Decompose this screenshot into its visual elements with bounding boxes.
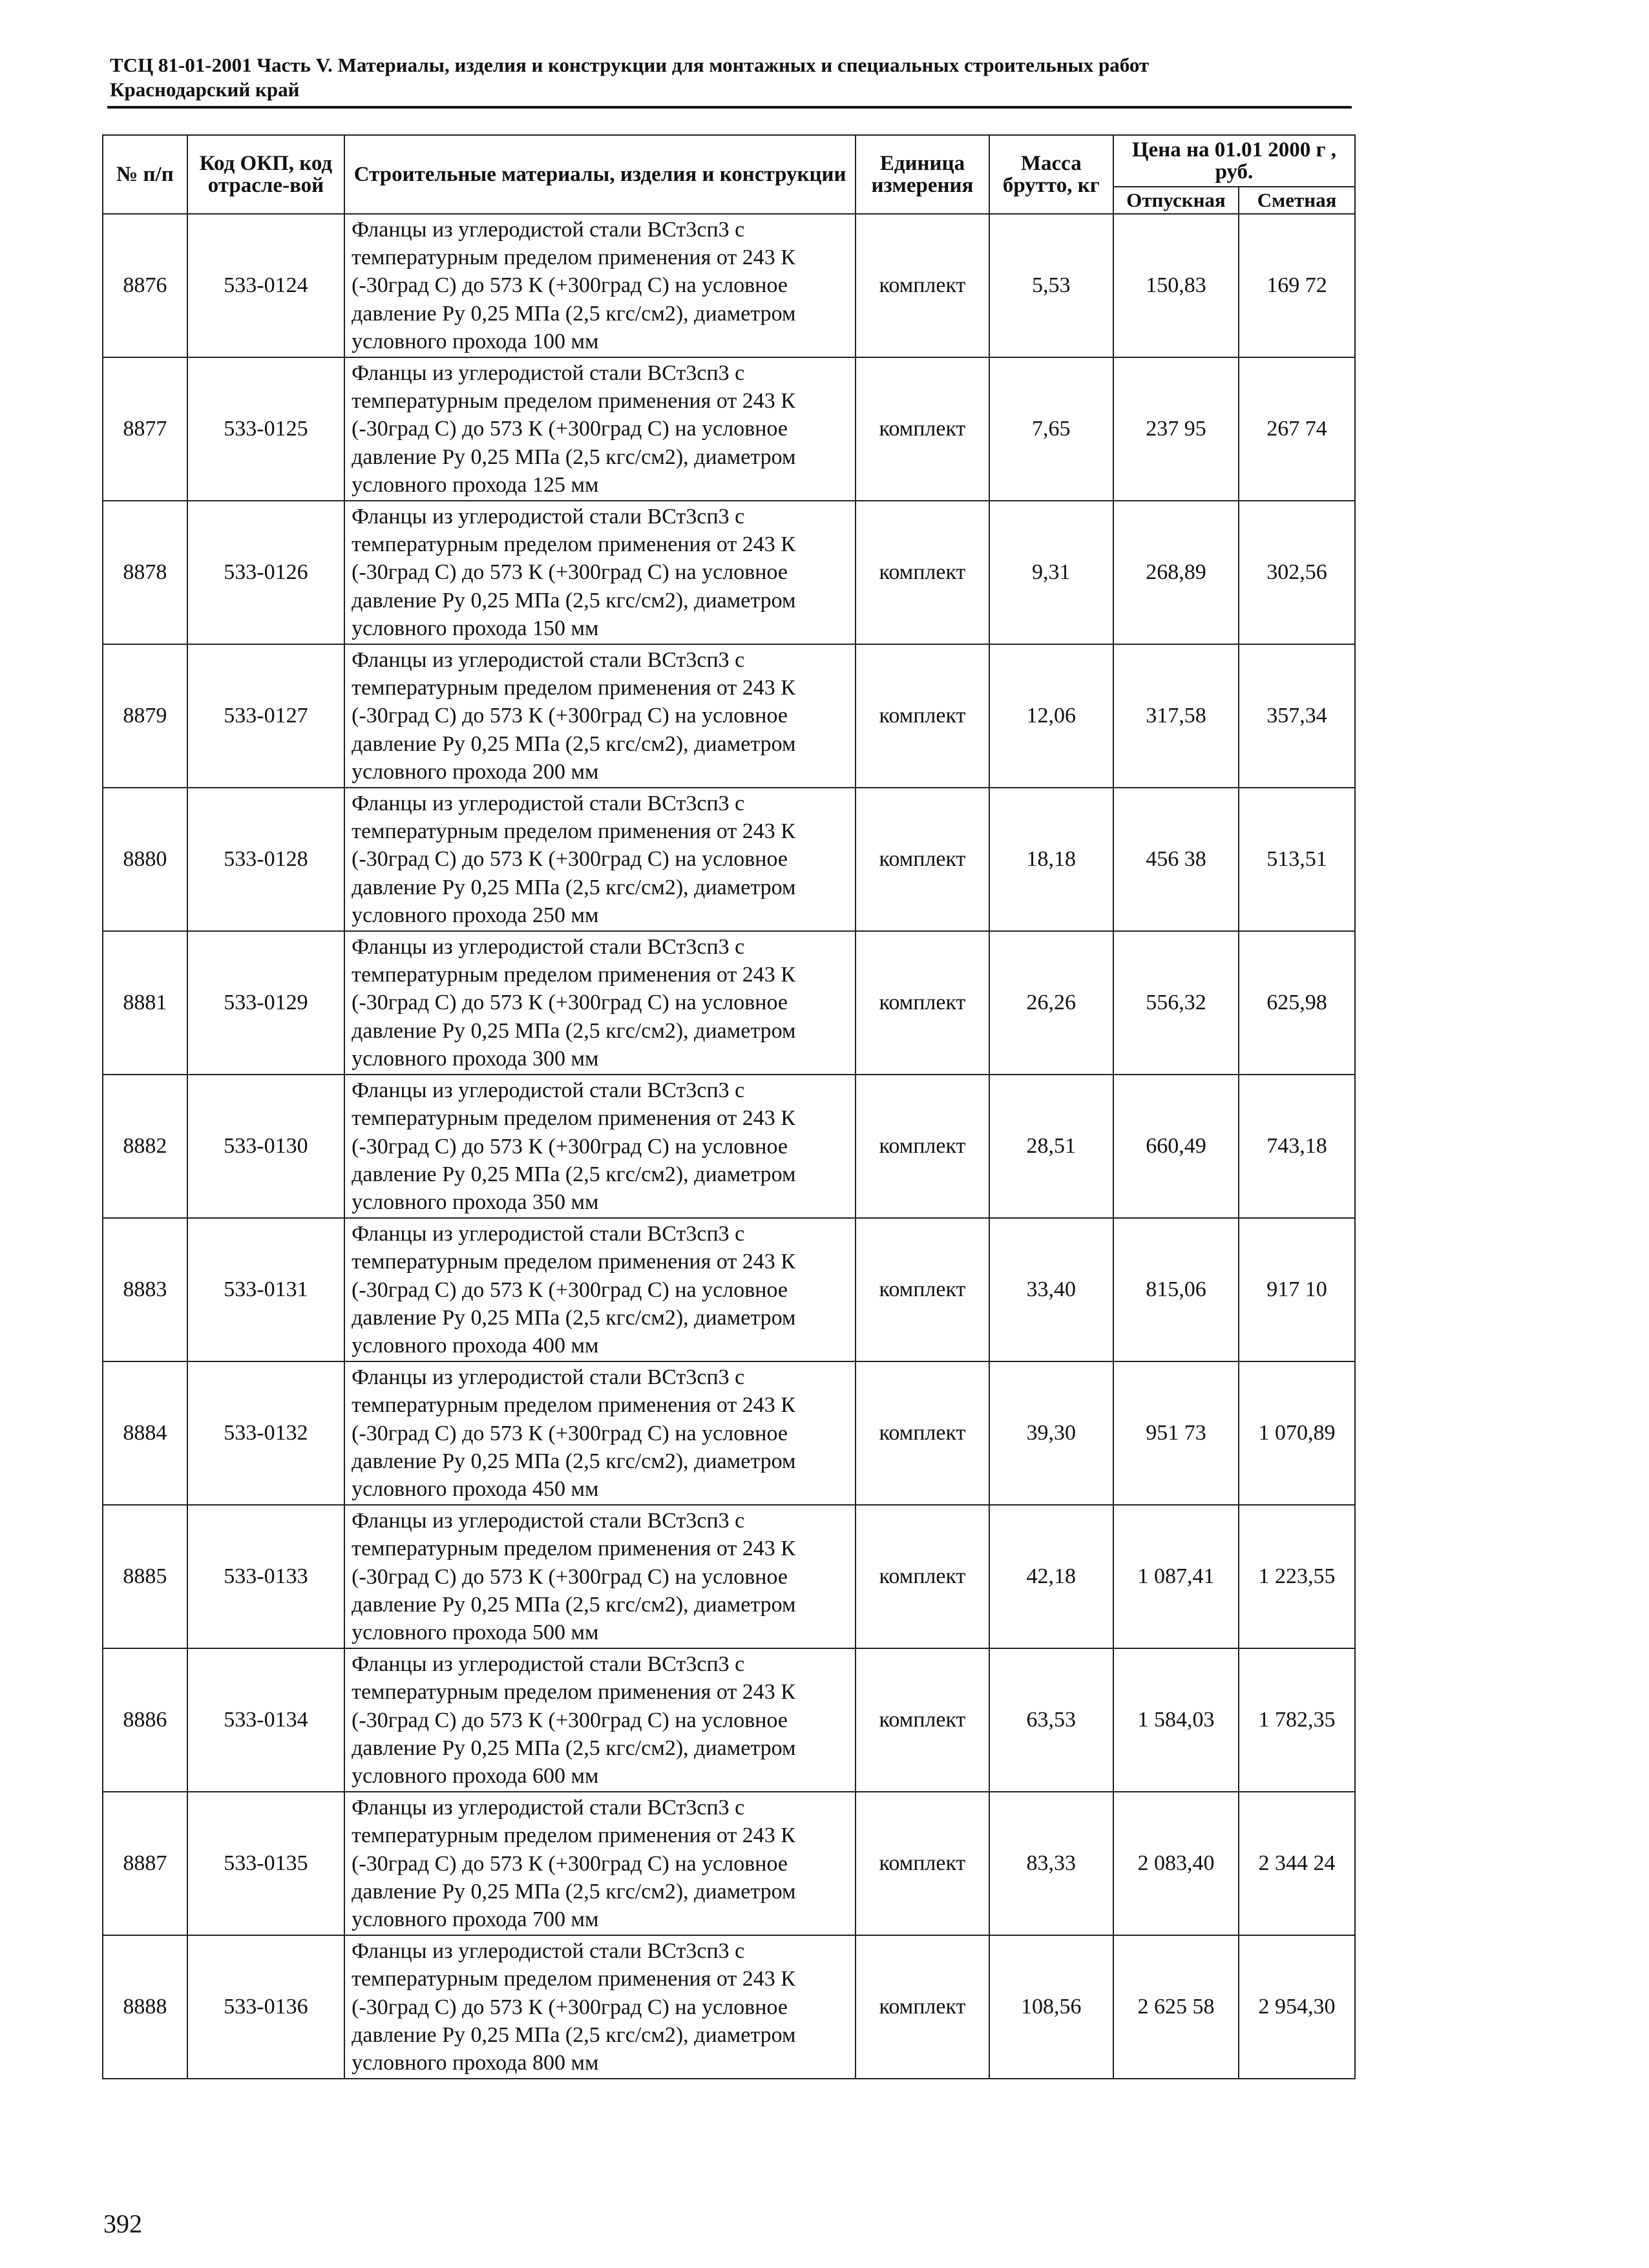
cell-description: Фланцы из углеродистой стали ВСт3сп3 с температурным пределом применения от 243 К (-30град С) до 573 К (+300град С) на условное давление Ру 0,25 МПа (2,5 кгс/см2), диаметром условного прохода 350 мм [344, 1075, 856, 1218]
cell-price-estimate: 513,51 [1239, 788, 1355, 931]
col-header-price: Цена на 01.01 2000 г , руб. [1113, 135, 1355, 187]
cell-mass: 9,31 [989, 501, 1113, 644]
cell-num: 8884 [103, 1361, 187, 1505]
cell-description: Фланцы из углеродистой стали ВСт3сп3 с температурным пределом применения от 243 К (-30град С) до 573 К (+300град С) на условное давление Ру 0,25 МПа (2,5 кгс/см2), диаметром условного прохода 500 мм [344, 1505, 856, 1648]
price-table [102, 134, 1356, 2079]
cell-price-release: 237 95 [1113, 357, 1239, 501]
cell-code: 533-0132 [187, 1361, 344, 1505]
cell-description: Фланцы из углеродистой стали ВСт3сп3 с температурным пределом применения от 243 К (-30град С) до 573 К (+300град С) на условное давление Ру 0,25 МПа (2,5 кгс/см2), диаметром условного прохода 400 мм [344, 1218, 856, 1361]
cell-num: 8879 [103, 644, 187, 788]
cell-num: 8882 [103, 1075, 187, 1218]
cell-code: 533-0125 [187, 357, 344, 501]
cell-price-estimate: 302,56 [1239, 501, 1355, 644]
cell-unit: комплект [856, 1361, 989, 1505]
col-header-code: Код ОКП, код отрасле-вой [187, 135, 344, 214]
cell-code: 533-0135 [187, 1792, 344, 1935]
col-header-mass: Масса брутто, кг [989, 135, 1113, 214]
cell-unit: комплект [856, 1792, 989, 1935]
cell-price-release: 951 73 [1113, 1361, 1239, 1505]
cell-price-release: 317,58 [1113, 644, 1239, 788]
cell-description: Фланцы из углеродистой стали ВСт3сп3 с температурным пределом применения от 243 К (-30град С) до 573 К (+300град С) на условное давление Ру 0,25 МПа (2,5 кгс/см2), диаметром условного прохода 100 мм [344, 214, 856, 357]
page-number: 392 [103, 2209, 142, 2238]
col-header-num: № п/п [103, 135, 187, 214]
cell-price-release: 456 38 [1113, 788, 1239, 931]
cell-code: 533-0134 [187, 1648, 344, 1792]
cell-description: Фланцы из углеродистой стали ВСт3сп3 с температурным пределом применения от 243 К (-30град С) до 573 К (+300град С) на условное давление Ру 0,25 МПа (2,5 кгс/см2), диаметром условного прохода 700 мм [344, 1792, 856, 1935]
cell-price-estimate: 1 223,55 [1239, 1505, 1355, 1648]
cell-price-release: 1 087,41 [1113, 1505, 1239, 1648]
cell-mass: 5,53 [989, 214, 1113, 357]
cell-mass: 28,51 [989, 1075, 1113, 1218]
cell-code: 533-0127 [187, 644, 344, 788]
cell-description: Фланцы из углеродистой стали ВСт3сп3 с температурным пределом применения от 243 К (-30град С) до 573 К (+300град С) на условное давление Ру 0,25 МПа (2,5 кгс/см2), диаметром условного прохода 450 мм [344, 1361, 856, 1505]
cell-mass: 7,65 [989, 357, 1113, 501]
cell-description: Фланцы из углеродистой стали ВСт3сп3 с температурным пределом применения от 243 К (-30град С) до 573 К (+300град С) на условное давление Ру 0,25 МПа (2,5 кгс/см2), диаметром условного прохода 125 мм [344, 357, 856, 501]
table-row [103, 1792, 1355, 1935]
cell-price-estimate: 625,98 [1239, 931, 1355, 1075]
table-row [103, 1648, 1355, 1792]
table-row [103, 931, 1355, 1075]
cell-unit: комплект [856, 1505, 989, 1648]
cell-code: 533-0136 [187, 1935, 344, 2079]
cell-unit: комплект [856, 1218, 989, 1361]
table-row [103, 1218, 1355, 1361]
cell-price-estimate: 2 954,30 [1239, 1935, 1355, 2079]
table-row [103, 357, 1355, 501]
cell-description: Фланцы из углеродистой стали ВСт3сп3 с температурным пределом применения от 243 К (-30град С) до 573 К (+300град С) на условное давление Ру 0,25 МПа (2,5 кгс/см2), диаметром условного прохода 150 мм [344, 501, 856, 644]
cell-description: Фланцы из углеродистой стали ВСт3сп3 с температурным пределом применения от 243 К (-30град С) до 573 К (+300град С) на условное давление Ру 0,25 МПа (2,5 кгс/см2), диаметром условного прохода 250 мм [344, 788, 856, 931]
col-header-price-estimate: Сметная [1239, 187, 1355, 214]
cell-description: Фланцы из углеродистой стали ВСт3сп3 с температурным пределом применения от 243 К (-30град С) до 573 К (+300град С) на условное давление Ру 0,25 МПа (2,5 кгс/см2), диаметром условного прохода 300 мм [344, 931, 856, 1075]
cell-price-estimate: 169 72 [1239, 214, 1355, 357]
table-row [103, 1505, 1355, 1648]
cell-price-estimate: 357,34 [1239, 644, 1355, 788]
cell-price-release: 556,32 [1113, 931, 1239, 1075]
cell-num: 8883 [103, 1218, 187, 1361]
cell-unit: комплект [856, 931, 989, 1075]
cell-description: Фланцы из углеродистой стали ВСт3сп3 с температурным пределом применения от 243 К (-30град С) до 573 К (+300град С) на условное давление Ру 0,25 МПа (2,5 кгс/см2), диаметром условного прохода 600 мм [344, 1648, 856, 1792]
cell-num: 8887 [103, 1792, 187, 1935]
cell-code: 533-0133 [187, 1505, 344, 1648]
col-header-unit: Единица измерения [856, 135, 989, 214]
cell-unit: комплект [856, 788, 989, 931]
cell-mass: 12,06 [989, 644, 1113, 788]
cell-code: 533-0128 [187, 788, 344, 931]
col-header-name: Строительные материалы, изделия и конструкции [344, 135, 856, 214]
cell-price-release: 2 083,40 [1113, 1792, 1239, 1935]
col-header-price-release: Отпускная [1113, 187, 1239, 214]
cell-mass: 33,40 [989, 1218, 1113, 1361]
table-row [103, 501, 1355, 644]
cell-code: 533-0129 [187, 931, 344, 1075]
cell-price-estimate: 743,18 [1239, 1075, 1355, 1218]
cell-unit: комплект [856, 357, 989, 501]
table-row [103, 1361, 1355, 1505]
cell-description: Фланцы из углеродистой стали ВСт3сп3 с температурным пределом применения от 243 К (-30град С) до 573 К (+300град С) на условное давление Ру 0,25 МПа (2,5 кгс/см2), диаметром условного прохода 200 мм [344, 644, 856, 788]
cell-unit: комплект [856, 1935, 989, 2079]
cell-num: 8886 [103, 1648, 187, 1792]
cell-code: 533-0130 [187, 1075, 344, 1218]
cell-unit: комплект [856, 1075, 989, 1218]
cell-mass: 63,53 [989, 1648, 1113, 1792]
cell-code: 533-0126 [187, 501, 344, 644]
cell-price-estimate: 1 782,35 [1239, 1648, 1355, 1792]
table-row [103, 644, 1355, 788]
cell-mass: 108,56 [989, 1935, 1113, 2079]
cell-mass: 18,18 [989, 788, 1113, 931]
cell-mass: 42,18 [989, 1505, 1113, 1648]
cell-num: 8878 [103, 501, 187, 644]
cell-price-release: 1 584,03 [1113, 1648, 1239, 1792]
cell-mass: 39,30 [989, 1361, 1113, 1505]
cell-num: 8880 [103, 788, 187, 931]
header-title: ТСЦ 81-01-2001 Часть V. Материалы, изделия и конструкции для монтажных и специальных строительных работ [110, 54, 1150, 76]
header-rule [107, 106, 1352, 109]
cell-num: 8885 [103, 1505, 187, 1648]
cell-price-estimate: 917 10 [1239, 1218, 1355, 1361]
cell-price-estimate: 267 74 [1239, 357, 1355, 501]
cell-num: 8877 [103, 357, 187, 501]
cell-mass: 83,33 [989, 1792, 1113, 1935]
cell-unit: комплект [856, 644, 989, 788]
cell-price-release: 815,06 [1113, 1218, 1239, 1361]
cell-description: Фланцы из углеродистой стали ВСт3сп3 с температурным пределом применения от 243 К (-30град С) до 573 К (+300град С) на условное давление Ру 0,25 МПа (2,5 кгс/см2), диаметром условного прохода 800 мм [344, 1935, 856, 2079]
cell-price-estimate: 2 344 24 [1239, 1792, 1355, 1935]
cell-num: 8888 [103, 1935, 187, 2079]
cell-mass: 26,26 [989, 931, 1113, 1075]
table-row [103, 1075, 1355, 1218]
cell-unit: комплект [856, 1648, 989, 1792]
table-row [103, 214, 1355, 357]
table-body [103, 214, 1355, 2079]
cell-code: 533-0124 [187, 214, 344, 357]
cell-price-release: 660,49 [1113, 1075, 1239, 1218]
header-region: Краснодарский край [110, 78, 300, 101]
cell-num: 8881 [103, 931, 187, 1075]
cell-num: 8876 [103, 214, 187, 357]
table-header [103, 135, 1355, 214]
table-row [103, 1935, 1355, 2079]
cell-unit: комплект [856, 214, 989, 357]
cell-unit: комплект [856, 501, 989, 644]
table-row [103, 788, 1355, 931]
cell-price-release: 2 625 58 [1113, 1935, 1239, 2079]
cell-code: 533-0131 [187, 1218, 344, 1361]
cell-price-estimate: 1 070,89 [1239, 1361, 1355, 1505]
document-header [110, 53, 1350, 102]
cell-price-release: 268,89 [1113, 501, 1239, 644]
cell-price-release: 150,83 [1113, 214, 1239, 357]
